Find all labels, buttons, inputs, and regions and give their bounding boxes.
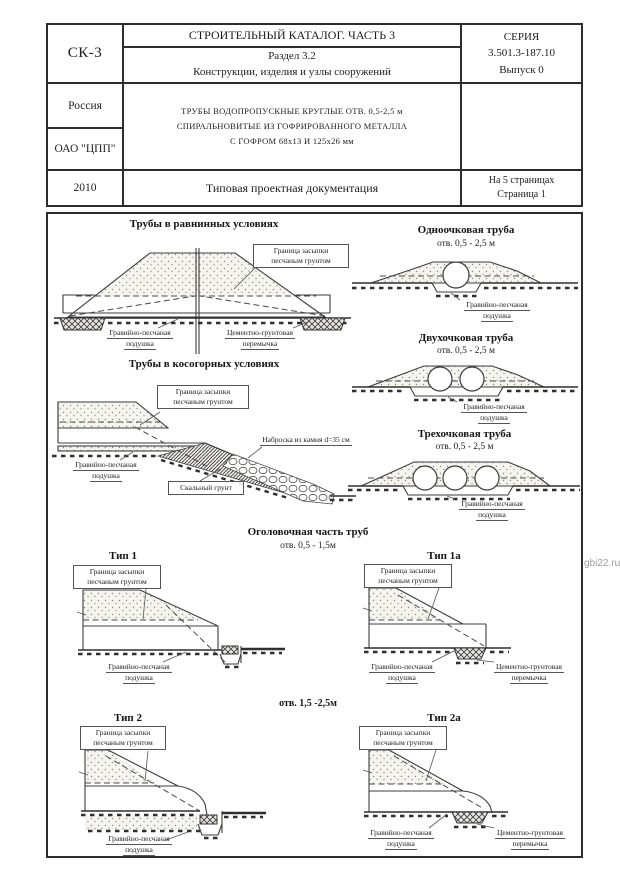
series-label: СЕРИЯ — [503, 30, 540, 43]
outlet-block — [222, 646, 238, 654]
label-cement-soil-jumper — [215, 328, 305, 350]
subject-line: С ГОФРОМ 68х13 И 125х26 мм — [230, 136, 354, 147]
country-org-cell — [48, 84, 124, 171]
label-line: песчаным грунтом — [373, 738, 433, 748]
label-line: Граница засыпки — [375, 728, 431, 737]
label-line: подушка — [90, 471, 122, 482]
label-line: Гравийно-песчаная — [464, 300, 529, 311]
label-line: Гравийно-песчаная — [459, 499, 524, 510]
figure-title: Одноочковая труба — [417, 224, 515, 236]
figure-title: Трубы в равнинных условиях — [129, 218, 279, 230]
figure-slope-conditions — [48, 356, 360, 508]
label-line: песчаным грунтом — [87, 577, 147, 587]
pipe-section — [413, 466, 437, 490]
figure-title: Двухочковая труба — [418, 332, 514, 344]
label-gravel-sand-cushion — [446, 499, 538, 521]
figure-type2 — [48, 712, 338, 856]
label-backfill-boundary — [359, 726, 447, 750]
label-line: перемычка — [241, 339, 280, 350]
pipe-section — [443, 262, 469, 288]
cement-soil-jumper — [454, 648, 486, 659]
label-line: подушка — [123, 673, 155, 684]
figure-title: Тип 2 — [114, 712, 142, 724]
figure-single-pipe — [352, 224, 580, 332]
label-backfill-boundary — [364, 564, 452, 588]
figure-title: Тип 2а — [427, 712, 461, 724]
cement-soil-jumper — [452, 812, 488, 823]
series-cell — [462, 25, 581, 84]
label-line: Граница засыпки — [95, 728, 151, 737]
label-gravel-sand-cushion — [360, 662, 444, 684]
cement-soil-jumper-right — [300, 318, 345, 330]
label-backfill-boundary — [157, 385, 249, 409]
label-line: песчаным грунтом — [173, 397, 233, 407]
label-line: Цементно-грунтовая — [495, 828, 565, 839]
label-stone-riprap — [256, 435, 356, 446]
label-line: подушка — [123, 845, 155, 856]
figure-type1a — [344, 550, 581, 698]
catalog-title: СТРОИТЕЛЬНЫЙ КАТАЛОГ. ЧАСТЬ 3 — [124, 25, 460, 48]
section-subtitle: отв. 0,5 - 1,5м — [280, 541, 336, 551]
label-line: Гравийно-песчаная — [369, 662, 434, 673]
label-backfill-boundary — [80, 726, 166, 750]
subject-cell — [124, 84, 462, 171]
pages-cell — [462, 171, 581, 205]
figure-subtitle: отв. 0,5 - 2,5 м — [436, 239, 496, 249]
subject-line: СПИРАЛЬНОВИТЫЕ ИЗ ГОФРИРОВАННОГО МЕТАЛЛА — [176, 120, 408, 131]
figure-triple-pipe — [348, 428, 581, 526]
label-line: подушка — [481, 311, 513, 322]
figure-subtitle: отв. 0,5 - 2,5 м — [436, 346, 496, 356]
label-line: Гравийно-песчаная — [461, 402, 526, 413]
label-line: Гравийно-песчаная — [106, 662, 171, 673]
figure-type2a — [344, 712, 581, 856]
figure-title: Трубы в косогорных условиях — [128, 358, 280, 370]
doc-type-cell: Типовая проектная документация — [124, 171, 462, 205]
title-block-table — [46, 23, 583, 207]
label-rock-soil — [168, 481, 244, 495]
label-line: Наброска из камня d=35 см — [260, 435, 352, 446]
label-line: песчаным грунтом — [93, 738, 153, 748]
outlet-block — [200, 815, 217, 824]
label-line: подушка — [124, 339, 156, 350]
pipe-section — [443, 466, 467, 490]
label-line: песчаным грунтом — [271, 256, 331, 266]
section-name: Конструкции, изделия и узлы сооружений — [193, 66, 391, 78]
series-issue: Выпуск 0 — [499, 63, 544, 76]
label-gravel-sand-cushion — [359, 828, 443, 850]
figure-type1 — [48, 550, 338, 698]
label-line: перемычка — [511, 839, 550, 850]
country: Россия — [48, 84, 122, 129]
label-line: Гравийно-песчаная — [368, 828, 433, 839]
label-line: Гравийно-песчаная — [107, 328, 172, 339]
label-gravel-sand-cushion — [451, 300, 543, 322]
label-backfill-boundary — [253, 244, 349, 268]
label-cement-soil-jumper — [484, 828, 576, 850]
label-line: Граница засыпки — [89, 567, 145, 576]
subject-line: ТРУБЫ ВОДОПРОПУСКНЫЕ КРУГЛЫЕ ОТВ. 0,5-2,5 м — [181, 105, 403, 116]
pipe-section — [460, 367, 484, 391]
figure-flat-conditions — [48, 218, 360, 356]
label-line: подушка — [478, 413, 510, 424]
label-backfill-boundary — [73, 565, 161, 589]
aperture-label: отв. 1,5 -2,5м — [279, 698, 337, 709]
catalog-code-cell: СК-3 — [48, 25, 124, 84]
organization: ОАО "ЦПП" — [54, 143, 116, 155]
section-number: Раздел 3.2 — [268, 50, 316, 63]
pipe-section — [428, 367, 452, 391]
label-gravel-sand-cushion — [97, 662, 181, 684]
large-aperture-heading — [198, 698, 418, 712]
label-line: Граница засыпки — [175, 387, 231, 396]
drawing-frame — [46, 212, 583, 858]
label-line: Гравийно-песчаная — [73, 460, 138, 471]
label-gravel-sand-cushion — [448, 402, 540, 424]
label-line: Граница засыпки — [380, 566, 436, 575]
label-line: подушка — [476, 510, 508, 521]
label-line: Граница засыпки — [273, 246, 329, 255]
label-gravel-sand-cushion — [62, 460, 150, 482]
label-line: Гравийно-песчаная — [106, 834, 171, 845]
catalog-section — [124, 48, 460, 82]
empty-cell — [462, 84, 581, 171]
pipe-section — [475, 466, 499, 490]
label-line: подушка — [386, 673, 418, 684]
figure-double-pipe — [352, 332, 580, 430]
label-line: подушка — [385, 839, 417, 850]
year-cell: 2010 — [48, 171, 124, 205]
watermark: gbi22.ru — [584, 558, 620, 569]
label-cement-soil-jumper — [483, 662, 575, 684]
figure-title: Тип 1а — [427, 550, 461, 562]
figure-subtitle: отв. 0,5 - 2,5 м — [435, 442, 494, 452]
label-gravel-sand-cushion — [97, 834, 181, 856]
page-number: Страница 1 — [497, 189, 546, 200]
label-line: Цементно-грунтовая — [225, 328, 295, 339]
section-title: Оголовочная часть труб — [247, 526, 369, 538]
label-line: песчаным грунтом — [378, 576, 438, 586]
label-line: Цементно-грунтовая — [494, 662, 564, 673]
series-number: 3.501.3-187.10 — [488, 47, 555, 60]
pages-count: На 5 страницах — [488, 175, 555, 186]
label-gravel-sand-cushion — [95, 328, 185, 350]
label-line: Скальный грунт — [180, 483, 232, 492]
figure-title: Трехочковая труба — [417, 428, 512, 440]
catalog-title-cell — [124, 25, 462, 84]
figure-title: Тип 1 — [109, 550, 137, 562]
label-line: перемычка — [510, 673, 549, 684]
